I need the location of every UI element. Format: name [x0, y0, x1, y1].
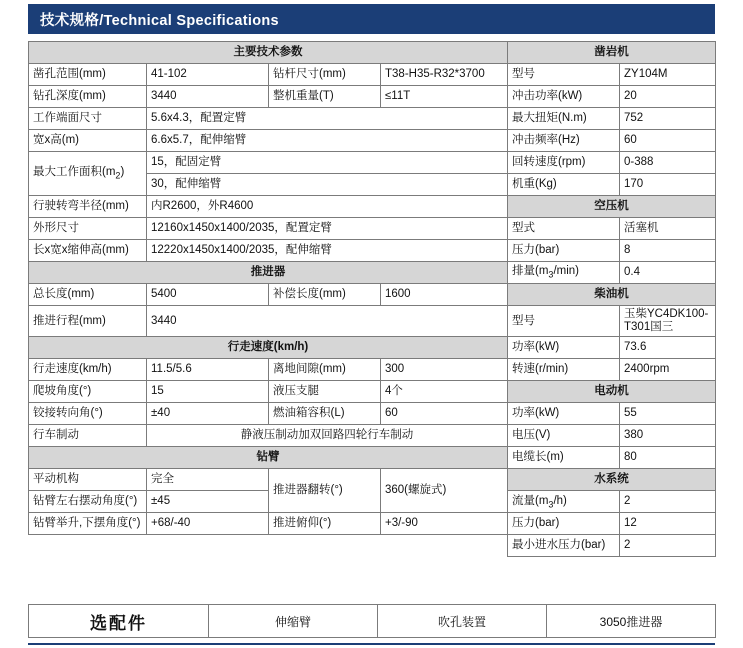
- label-motor-voltage: 电压(V): [508, 425, 620, 447]
- value-articulation-angle: ±40: [147, 403, 269, 425]
- label-pusher-total-length: 总长度(mm): [29, 284, 147, 306]
- bottom-accent-rule: [28, 643, 715, 645]
- label-ground-clearance: 离地间隙(mm): [269, 359, 381, 381]
- optional-parts-container: [28, 604, 715, 638]
- table-row: [29, 262, 716, 284]
- section-header-boom: 钻臂: [29, 447, 508, 469]
- table-row: [29, 130, 716, 152]
- label-rotation-speed: 回转速度(rpm): [508, 152, 620, 174]
- value-drill-weight: 170: [620, 174, 716, 196]
- value-drill-model: ZY104M: [620, 64, 716, 86]
- label-pusher-rotation: 推进器翻转(°): [269, 469, 381, 513]
- label-rod-size: 钻杆尺寸(mm): [269, 64, 381, 86]
- table-row: [29, 605, 716, 638]
- table-row: [29, 513, 716, 535]
- optional-parts-table: [28, 604, 716, 638]
- label-diesel-model: 型号: [508, 306, 620, 337]
- option-item-hole-blowing-device: 吹孔装置: [378, 605, 547, 638]
- value-min-water-pressure: 2: [620, 535, 716, 557]
- label-pusher-stroke: 推进行程(mm): [29, 306, 147, 337]
- label-boom-swing-angle: 钻臂左右摆动角度(°): [29, 491, 147, 513]
- value-diesel-rpm: 2400rpm: [620, 359, 716, 381]
- value-impact-power: 20: [620, 86, 716, 108]
- option-item-telescopic-boom: 伸缩臂: [209, 605, 378, 638]
- value-service-brake: 静液压制动加双回路四轮行车制动: [147, 425, 508, 447]
- table-row: [29, 42, 716, 64]
- value-water-flow: 2: [620, 491, 716, 513]
- value-compressor-displacement: 0.4: [620, 262, 716, 284]
- value-diesel-model: 玉柴YC4DK100-T301国三: [620, 306, 716, 337]
- label-total-weight: 整机重量(T): [269, 86, 381, 108]
- label-overall-size: 外形尺寸: [29, 218, 147, 240]
- section-header-air-compressor: 空压机: [508, 196, 716, 218]
- label-working-face-size: 工作端面尺寸: [29, 108, 147, 130]
- table-row: [29, 359, 716, 381]
- value-ground-clearance: 300: [381, 359, 508, 381]
- value-travel-speed: 11.5/5.6: [147, 359, 269, 381]
- label-pusher-pitch: 推进俯仰(°): [269, 513, 381, 535]
- value-motor-voltage: 380: [620, 425, 716, 447]
- label-drill-model: 型号: [508, 64, 620, 86]
- value-max-torque: 752: [620, 108, 716, 130]
- label-impact-freq: 冲击频率(Hz): [508, 130, 620, 152]
- label-service-brake: 行车制动: [29, 425, 147, 447]
- label-climb-angle: 爬坡角度(°): [29, 381, 147, 403]
- table-row: [29, 196, 716, 218]
- section-header-rock-drill: 凿岩机: [508, 42, 716, 64]
- label-max-torque: 最大扭矩(N.m): [508, 108, 620, 130]
- label-diesel-rpm: 转速(r/min): [508, 359, 620, 381]
- value-hydraulic-outrigger: 4个: [381, 381, 508, 403]
- label-motor-power: 功率(kW): [508, 403, 620, 425]
- value-working-face-size-1: 5.6x4.3，配置定臂: [147, 108, 508, 130]
- table-row: [29, 535, 716, 557]
- value-fuel-tank: 60: [381, 403, 508, 425]
- label-compressor-displacement: 排量$(m_3/\min)$: [508, 262, 620, 284]
- value-total-weight: ≤11T: [381, 86, 508, 108]
- label-travel-speed: 行走速度(km/h): [29, 359, 147, 381]
- table-row: [29, 337, 716, 359]
- label-max-working-area: 最大工作面积$(m_2)$: [29, 152, 147, 196]
- label-diesel-power: 功率(kW): [508, 337, 620, 359]
- label-fuel-tank: 燃油箱容积(L): [269, 403, 381, 425]
- value-climb-angle: 15: [147, 381, 269, 403]
- section-header-electric-motor: 电动机: [508, 381, 716, 403]
- label-compressor-pressure: 压力(bar): [508, 240, 620, 262]
- value-max-working-area-1: 15，配固定臂: [147, 152, 508, 174]
- value-diesel-power: 73.6: [620, 337, 716, 359]
- value-impact-freq: 60: [620, 130, 716, 152]
- value-rotation-speed: 0-388: [620, 152, 716, 174]
- section-header-main: 主要技术参数: [29, 42, 508, 64]
- option-item-3050-pusher: 3050推进器: [547, 605, 716, 638]
- label-water-flow: 流量$(m_3/h)$: [508, 491, 620, 513]
- label-articulation-angle: 铰接转向角(°): [29, 403, 147, 425]
- section-header-pusher: 推进器: [29, 262, 508, 284]
- table-row: [29, 306, 716, 337]
- table-row: [29, 381, 716, 403]
- label-compressor-type: 型式: [508, 218, 620, 240]
- label-impact-power: 冲击功率(kW): [508, 86, 620, 108]
- page-title: 技术规格/Technical Specifications: [28, 4, 715, 34]
- label-hole-range: 凿孔范围(mm): [29, 64, 147, 86]
- value-overall-size-2: 12220x1450x1400/2035，配伸缩臂: [147, 240, 508, 262]
- label-working-face-wh: 宽x高(m): [29, 130, 147, 152]
- table-row: [29, 108, 716, 130]
- label-cable-length: 电缆长(m): [508, 447, 620, 469]
- value-pusher-rotation: 360(螺旋式): [381, 469, 508, 513]
- value-cable-length: 80: [620, 447, 716, 469]
- optional-parts-title: 选配件: [29, 605, 209, 638]
- table-row: [29, 425, 716, 447]
- table-row: [29, 447, 716, 469]
- label-min-water-pressure: 最小进水压力(bar): [508, 535, 620, 557]
- value-rod-size: T38-H35-R32*3700: [381, 64, 508, 86]
- value-parallel-mechanism: 完全: [147, 469, 269, 491]
- value-working-face-size-2: 6.6x5.7，配伸缩臂: [147, 130, 508, 152]
- value-hole-depth: 3440: [147, 86, 269, 108]
- value-boom-swing-angle: ±45: [147, 491, 269, 513]
- table-row: [29, 64, 716, 86]
- value-motor-power: 55: [620, 403, 716, 425]
- value-hole-range: 41-102: [147, 64, 269, 86]
- value-pusher-pitch: +3/-90: [381, 513, 508, 535]
- value-turning-radius: 内R2600，外R4600: [147, 196, 508, 218]
- table-row: [29, 469, 716, 491]
- section-header-diesel-engine: 柴油机: [508, 284, 716, 306]
- table-row: [29, 403, 716, 425]
- value-overall-size-1: 12160x1450x1400/2035，配置定臂: [147, 218, 508, 240]
- value-pusher-stroke: 3440: [147, 306, 508, 337]
- value-max-working-area-2: 30，配伸缩臂: [147, 174, 508, 196]
- value-pusher-total-length: 5400: [147, 284, 269, 306]
- label-boom-lift-angle: 钻臂举升,下摆角度(°): [29, 513, 147, 535]
- table-row: [29, 152, 716, 174]
- label-hydraulic-outrigger: 液压支腿: [269, 381, 381, 403]
- label-water-pressure: 压力(bar): [508, 513, 620, 535]
- table-row: [29, 240, 716, 262]
- label-overall-size-lwh: 长x宽x缩伸高(mm): [29, 240, 147, 262]
- spacer-cell: [29, 535, 508, 557]
- label-drill-weight: 机重(Kg): [508, 174, 620, 196]
- value-compressor-type: 活塞机: [620, 218, 716, 240]
- value-boom-lift-angle: +68/-40: [147, 513, 269, 535]
- label-pusher-compensation: 补偿长度(mm): [269, 284, 381, 306]
- specifications-table-container: [28, 41, 715, 557]
- table-row: [29, 86, 716, 108]
- value-compressor-pressure: 8: [620, 240, 716, 262]
- label-turning-radius: 行驶转弯半径(mm): [29, 196, 147, 218]
- label-parallel-mechanism: 平动机构: [29, 469, 147, 491]
- value-water-pressure: 12: [620, 513, 716, 535]
- table-row: [29, 284, 716, 306]
- specifications-table: [28, 41, 716, 557]
- section-header-travel-speed: 行走速度(km/h): [29, 337, 508, 359]
- label-hole-depth: 钻孔深度(mm): [29, 86, 147, 108]
- section-header-water-system: 水系统: [508, 469, 716, 491]
- table-row: [29, 218, 716, 240]
- value-pusher-compensation: 1600: [381, 284, 508, 306]
